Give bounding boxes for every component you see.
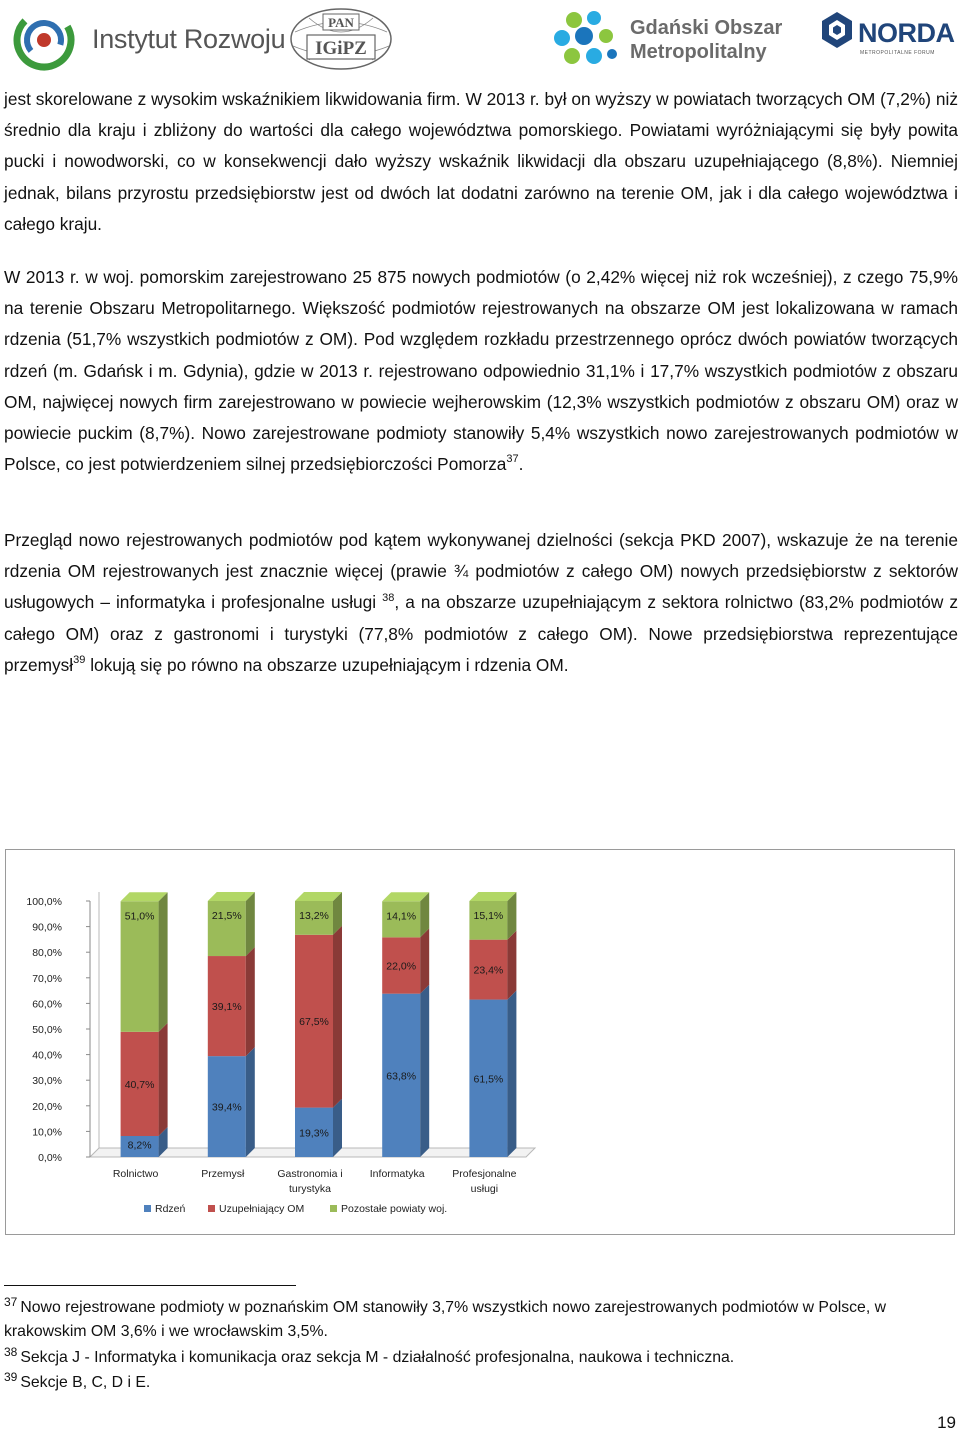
igipz-logo-text: IGiPZ [315, 38, 367, 59]
data-label-2-2: 13,2% [299, 910, 329, 922]
paragraph-2 [4, 262, 958, 480]
data-label-0-4: 61,5% [473, 1073, 504, 1086]
footnote-ref-37[interactable]: 37 [506, 453, 519, 466]
data-label-0-1: 39,4% [211, 1101, 242, 1114]
y-tick-label: 0,0% [38, 1152, 62, 1164]
data-label-0-3: 63,8% [386, 1070, 417, 1083]
data-label-1-0: 40,7% [124, 1078, 155, 1091]
page-number: 19 [937, 1413, 956, 1432]
norda-logo-subtitle: METROPOLITALNE FORUM [860, 50, 935, 56]
footnote-39-text: Sekcje B, C, D i E. [20, 1374, 151, 1391]
norda-logo [818, 6, 958, 72]
y-tick-label: 70,0% [32, 972, 62, 985]
instytut-rozwoju-logo-text: Instytut Rozwoju [92, 24, 286, 54]
x-category-label: turystyka [288, 1183, 332, 1195]
gom-emblem-icon [548, 6, 626, 72]
paragraph-2-end: . [518, 454, 524, 475]
legend-label-2: Pozostałe powiaty woj. [341, 1203, 448, 1215]
norda-emblem-icon [818, 6, 856, 66]
data-label-0-2: 19,3% [299, 1127, 329, 1140]
x-category-label: Informatyka [369, 1168, 425, 1180]
footnote-38-number: 38 [4, 1345, 18, 1359]
bar-side-0-3 [420, 985, 429, 1157]
data-label-2-0: 51,0% [124, 910, 155, 923]
y-tick-label: 60,0% [32, 998, 62, 1011]
instytut-rozwoju-emblem-icon [6, 6, 86, 72]
footnote-39-number: 39 [4, 1370, 18, 1384]
footnote-37-text: Nowo rejestrowane podmioty w poznańskim OM stanowiły 3,7% wszystkich nowo zarejestrowanych podmiotów w Polsce, w krakowskim OM 3,6% i we wrocławskim 3,5%. [4, 1299, 887, 1340]
footnote-37 [4, 1296, 958, 1344]
bar-side-1-3 [420, 928, 429, 993]
y-tick-label: 10,0% [32, 1126, 62, 1139]
bar-side-0-2 [333, 1099, 342, 1157]
paragraph-3 [4, 525, 958, 681]
data-label-1-1: 39,1% [211, 1001, 242, 1014]
data-label-1-4: 23,4% [473, 964, 504, 977]
pan-logo-text: PAN [328, 15, 354, 30]
y-tick-label: 100,0% [26, 896, 62, 908]
y-tick-label: 90,0% [32, 921, 62, 934]
data-label-1-2: 67,5% [299, 1016, 329, 1029]
paragraph-3-text-a: Przegląd nowo rejestrowanych podmiotów pod kątem wykonywanej dzielności (sekcja PKD 2007), wskazuje że na terenie rdzenia OM rejestrowanych jest znacznie więcej (prawie ¾ podmiotów z całego OM) nowych przedsiębiorstw z sektorów usługowych – informatyka i profesjonalne usługi [4, 530, 958, 613]
x-category-label: usługi [470, 1183, 499, 1195]
gom-logo-line1: Gdański Obszar [630, 17, 783, 39]
instytut-rozwoju-logo [6, 6, 286, 72]
data-label-1-3: 22,0% [386, 960, 417, 973]
y-tick-label: 20,0% [32, 1100, 62, 1113]
bar-side-2-1 [246, 892, 255, 956]
footnote-38-text: Sekcja J - Informatyka i komunikacja oraz sekcja M - działalność profesjonalna, naukowa i techniczna. [20, 1349, 735, 1366]
legend-swatch-0 [144, 1205, 151, 1212]
norda-logo-text: NORDA [858, 18, 955, 48]
footnote-37-number: 37 [4, 1295, 18, 1309]
bar-side-1-1 [246, 947, 255, 1056]
footnote-separator [4, 1285, 296, 1286]
x-category-label: Gastronomia i [277, 1168, 343, 1180]
y-tick-label: 30,0% [32, 1075, 62, 1088]
legend-swatch-2 [330, 1205, 337, 1212]
y-tick-label: 40,0% [32, 1049, 62, 1062]
footnote-ref-38[interactable]: 38 [382, 591, 395, 604]
data-label-2-3: 14,1% [386, 910, 417, 923]
pan-igipz-logo [287, 6, 395, 72]
page-header [0, 0, 960, 78]
bar-side-2-0 [159, 892, 168, 1032]
legend-label-1: Uzupełniający OM [219, 1203, 305, 1215]
gom-logo-line2: Metropolitalny [630, 41, 767, 63]
paragraph-2-text: W 2013 r. w woj. pomorskim zarejestrowano 25 875 nowych podmiotów (o 2,42% więcej niż rok wcześniej), z czego 75,9% na terenie Obszaru Metropolitarnego. Większość podmiotów rejestrowanych na obszarze OM jest lokalizowana w ramach rdzenia (51,7% wszystkich podmiotów z OM). Pod względem rozkładu przestrzennego oprócz dwóch powiatów tworzących rdzeń (m. Gdańsk i m. Gdynia), gdzie w 2013 r. rejestrowano odpowiednio 31,1% i 17,7% wszystkich podmiotów z obszaru OM, najwięcej nowych firm zarejestrowano w powiecie wejherowskim (12,3% wszystkich podmiotów z obszaru OM) oraz w powiecie puckim (8,7%). Nowo zarejestrowane podmioty stanowiły 5,4% wszystkich nowo zarejestrowanych podmiotów w Polsce, co jest potwierdzeniem silnej przedsiębiorczości Pomorza [4, 267, 958, 475]
legend-label-0: Rdzeń [155, 1203, 186, 1215]
paragraph-3-text-b: , a na obszarze uzupełniającym z sektora rolnictwo (83,2% podmiotów z całego OM) oraz z gastronomi i turystyki (77,8% podmiotów z całego OM). Nowe przedsiębiorstwa reprezentujące przemysł [4, 592, 958, 675]
data-label-0-0: 8,2% [127, 1139, 152, 1152]
footnote-38 [4, 1346, 958, 1370]
bar-side-1-2 [333, 926, 342, 1108]
paragraph-1: jest skorelowane z wysokim wskaźnikiem likwidowania firm. W 2013 r. był on wyższy w powiatach tworzących OM (7,2%) niż średnio dla kraju i zbliżony do wartości dla całego województwa pomorskiego. Powiatami wyróżniającymi się były powita pucki i nowodworski, co w konsekwencji dało wyższy wskaźnik likwidacji dla obszaru uzupełniającego (8,8%). Niemniej jednak, bilans przyrostu przedsiębiorstw jest od dwóch lat dodatni zarówno na terenie OM, jak i dla całego województwa i całego kraju. [4, 89, 958, 234]
x-category-label: Rolnictwo [112, 1168, 159, 1180]
y-tick-label: 80,0% [32, 947, 62, 960]
footnote-39 [4, 1371, 958, 1395]
footnote-ref-39[interactable]: 39 [73, 654, 86, 667]
data-label-2-1: 21,5% [211, 910, 242, 922]
gdanski-obszar-metropolitalny-logo [548, 6, 783, 72]
paragraph-3-text-c: lokują się po równo na obszarze uzupełniającym i rdzenia OM. [85, 654, 569, 675]
bar-side-0-4 [507, 991, 516, 1157]
legend-swatch-1 [208, 1205, 215, 1212]
x-category-label: Profesjonalne [452, 1168, 517, 1180]
x-category-label: Przemysł [201, 1168, 245, 1180]
bar-side-1-0 [159, 1023, 168, 1136]
data-label-2-4: 15,1% [473, 910, 504, 922]
y-tick-label: 50,0% [32, 1024, 62, 1036]
bar-side-1-4 [507, 931, 516, 1000]
bar-side-0-1 [246, 1047, 255, 1157]
chart-svg [6, 850, 954, 1234]
stacked-bar-chart [5, 849, 955, 1235]
